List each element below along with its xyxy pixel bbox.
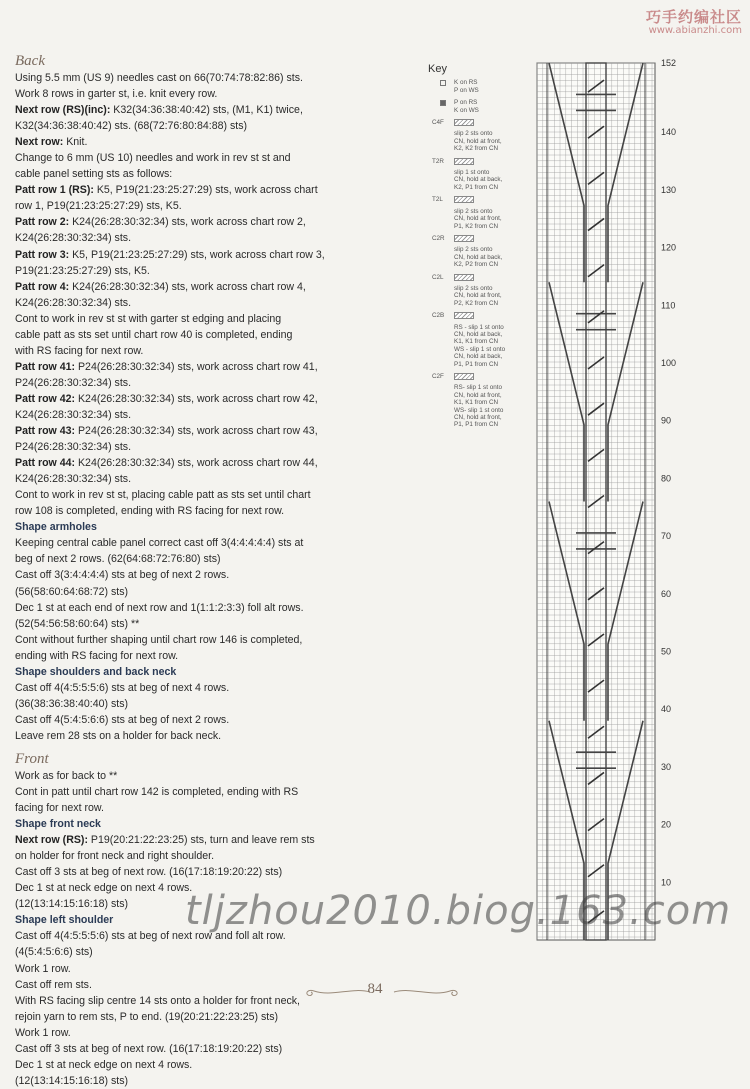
key-abbreviation: C2L <box>432 273 444 281</box>
back-row-label: Patt row 3: <box>15 248 70 261</box>
back-line: P24(26:28:30:32:34) sts. <box>15 441 132 454</box>
key-item <box>428 79 518 94</box>
back-row-label: Patt row 42: <box>15 392 76 405</box>
front-line: (12(13:14:15:16:18) sts) <box>15 898 129 911</box>
front-line: Cont in patt until chart row 142 is completed, ending with RS <box>15 786 299 799</box>
key-description: K2, P2 from CN <box>454 261 499 269</box>
back-line: Cont without further shaping until chart row 146 is completed, <box>15 633 303 646</box>
key-description: P1, P1 from CN <box>454 421 499 429</box>
chart-row-label: 100 <box>661 358 677 368</box>
key-item <box>428 119 518 153</box>
back-line: Keeping central cable panel correct cast off 3(4:4:4:4:4) sts at <box>15 537 304 550</box>
chart-row-label: 60 <box>661 588 672 599</box>
key-description: P2, K2 from CN <box>454 299 499 307</box>
key-swatch-icon <box>440 100 446 106</box>
chart-row-label: 130 <box>661 184 677 195</box>
key-description: P on WS <box>454 86 479 94</box>
back-line: Cont to work in rev st st, placing cable patt as sts set until chart <box>15 489 311 502</box>
chart-row-label: 110 <box>661 300 676 311</box>
chart-row-label: 10 <box>661 877 672 888</box>
back-instructions <box>15 70 380 744</box>
back-line: beg of next 2 rows. (62(64:68:72:76:80) sts) <box>15 553 221 566</box>
front-line: (12(13:14:15:16:18) sts) <box>15 1074 129 1087</box>
chart-row-label: 40 <box>661 704 672 715</box>
key-description: slip 2 sts onto <box>454 130 493 138</box>
front-subheading: Shape left shoulder <box>15 914 114 927</box>
page-number: 84 <box>367 981 383 997</box>
cable-symbol-icon <box>454 158 474 165</box>
key-description: RS - slip 1 st onto <box>454 323 504 331</box>
chart-row-label: 80 <box>661 473 672 484</box>
chart-row-label: 30 <box>661 761 672 772</box>
cable-chart-svg <box>520 58 677 948</box>
back-line: with RS facing for next row. <box>15 344 144 357</box>
key-description: P1, K2 from CN <box>454 222 499 230</box>
key-description: RS- slip 1 st onto <box>454 384 502 392</box>
key-description: P1, P1 from CN <box>454 360 499 368</box>
back-line: (52(54:56:58:60:64) sts) ** <box>15 617 140 630</box>
back-line: (56(58:60:64:68:72) sts) <box>15 585 129 598</box>
key-description: CN, hold at back, <box>454 353 503 361</box>
key-item <box>428 99 518 114</box>
back-row-label: Next row (RS)(inc): <box>15 104 111 117</box>
front-line: With RS facing slip centre 14 sts onto a holder for front neck, <box>15 994 300 1007</box>
key-description: slip 2 sts onto <box>454 284 493 292</box>
front-line: Next row (RS): P19(20:21:22:23:25) sts, turn and leave rem sts <box>15 834 315 847</box>
back-row-label: Patt row 1 (RS): <box>15 184 94 197</box>
key-description: CN, hold at back, <box>454 330 503 338</box>
cable-symbol-icon <box>454 196 474 203</box>
back-line: ending with RS facing for next row. <box>15 649 179 662</box>
key-description: CN, hold at back, <box>454 253 503 261</box>
back-line: Patt row 4: K24(26:28:30:32:34) sts, work across chart row 4, <box>15 280 306 293</box>
back-row-label: Next row: <box>15 136 64 149</box>
back-line: K32(34:36:38:40:42) sts. (68(72:76:80:84:88) sts) <box>15 120 248 133</box>
back-heading: Back <box>15 53 45 69</box>
back-line: Next row: Knit. <box>15 136 88 149</box>
back-row-label: Patt row 43: <box>15 425 76 438</box>
back-line: Dec 1 st at each end of next row and 1(1:1:2:3:3) foll alt rows. <box>15 601 304 614</box>
key-title: Key <box>428 63 447 75</box>
front-line: Cast off 3 sts at beg of next row. (16(17:18:19:20:22) sts) <box>15 1042 283 1055</box>
back-line: Leave rem 28 sts on a holder for back neck. <box>15 729 222 742</box>
back-row-label: Patt row 2: <box>15 216 70 229</box>
front-row-label: Next row (RS): <box>15 834 88 847</box>
key-abbreviation: C4F <box>432 119 444 127</box>
front-line: rejoin yarn to rem sts, P to end. (19(20:21:22:23:25) sts) <box>15 1010 279 1023</box>
back-line: K24(26:28:30:32:34) sts. <box>15 473 132 486</box>
key-description: P on RS <box>454 99 478 107</box>
cable-symbol-icon <box>454 119 474 126</box>
key-description: slip 1 st onto <box>454 169 490 177</box>
key-description: slip 2 sts onto <box>454 207 493 215</box>
key-description: CN, hold at front, <box>454 215 502 223</box>
back-row-label: Patt row 4: <box>15 280 70 293</box>
site-watermark <box>646 6 742 36</box>
front-line: Work 1 row. <box>15 1026 71 1039</box>
chart-row-label: 152 <box>661 58 677 68</box>
front-subheading: Shape front neck <box>15 818 101 831</box>
cable-symbol-icon <box>454 235 474 242</box>
front-line: Dec 1 st at neck edge on next 4 rows. <box>15 882 193 895</box>
key-description: WS- slip 1 st onto <box>454 406 504 414</box>
back-line: Using 5.5 mm (US 9) needles cast on 66(70:74:78:82:86) sts. <box>15 72 303 84</box>
key-item <box>428 274 518 308</box>
back-line: Next row (RS)(inc): K32(34:36:38:40:42) sts, (M1, K1) twice, <box>15 104 303 117</box>
key-abbreviation: T2R <box>432 157 444 165</box>
key-abbreviation: C2R <box>432 234 445 242</box>
back-line: P19(21:23:25:27:29) sts, K5. <box>15 264 150 277</box>
front-line: facing for next row. <box>15 802 104 815</box>
blog-watermark: tljzhou2010.biog.163.com <box>185 888 732 934</box>
front-line: Work 1 row. <box>15 962 71 975</box>
back-line: Patt row 1 (RS): K5, P19(21:23:25:27:29) sts, work across chart <box>15 184 318 197</box>
back-line: Patt row 3: K5, P19(21:23:25:27:29) sts, work across chart row 3, <box>15 248 325 261</box>
back-line: K24(26:28:30:32:34) sts. <box>15 408 132 421</box>
cable-symbol-icon <box>454 312 474 319</box>
front-line: (4(5:4:5:6:6) sts) <box>15 946 93 959</box>
key-description: K on WS <box>454 106 479 114</box>
front-line: Cast off 3 sts at beg of next row. (16(17:18:19:20:22) sts) <box>15 866 283 879</box>
front-line: Work as for back to ** <box>15 769 118 782</box>
key-abbreviation: C2B <box>432 312 445 320</box>
key-description: K on RS <box>454 79 478 87</box>
back-line: Cast off 4(4:5:5:5:6) sts at beg of next 4 rows. <box>15 681 230 694</box>
site-watermark-url: www.abianzhi.com <box>648 25 742 36</box>
back-line: Patt row 42: K24(26:28:30:32:34) sts, work across chart row 42, <box>15 392 318 405</box>
front-line: Dec 1 st at neck edge on next 4 rows. <box>15 1058 193 1071</box>
chart-row-label: 70 <box>661 531 672 542</box>
cable-symbol-icon <box>454 373 474 380</box>
key-description: CN, hold at front, <box>454 292 502 300</box>
back-line: Work 8 rows in garter st, i.e. knit every row. <box>15 88 218 101</box>
chart-row-label: 140 <box>661 127 677 138</box>
key-item <box>428 312 518 368</box>
key-description: K1, K1 from CN <box>454 338 499 346</box>
back-line: Cast off 3(3:4:4:4:4) sts at beg of next 2 rows. <box>15 569 230 582</box>
key-item <box>428 235 518 269</box>
front-line: on holder for front neck and right shoulder. <box>15 850 215 863</box>
back-row-label: Patt row 44: <box>15 457 76 470</box>
key-description: CN, hold at back, <box>454 176 503 184</box>
back-line: Change to 6 mm (US 10) needles and work in rev st st and <box>15 152 291 165</box>
key-description: CN, hold at front, <box>454 137 502 145</box>
back-line: cable patt as sts set until chart row 40 is completed, ending <box>15 328 293 341</box>
back-row-label: Patt row 41: <box>15 360 76 373</box>
back-subheading: Shape shoulders and back neck <box>15 665 177 678</box>
back-line: Patt row 2: K24(26:28:30:32:34) sts, work across chart row 2, <box>15 216 306 229</box>
ornament-right-icon <box>392 985 462 999</box>
chart-row-label: 90 <box>661 415 672 426</box>
key-item <box>428 373 518 429</box>
back-line: Patt row 43: P24(26:28:30:32:34) sts, work across chart row 43, <box>15 425 318 438</box>
key-abbreviation: T2L <box>432 196 443 204</box>
back-line: (36(38:36:38:40:40) sts) <box>15 697 129 710</box>
back-line: Patt row 44: K24(26:28:30:32:34) sts, work across chart row 44, <box>15 457 318 470</box>
back-line: cable panel setting sts as follows: <box>15 168 173 181</box>
back-line: Patt row 41: P24(26:28:30:32:34) sts, work across chart row 41, <box>15 360 318 373</box>
back-line: K24(26:28:30:32:34) sts. <box>15 232 132 245</box>
key-description: WS - slip 1 st onto <box>454 345 506 353</box>
back-line: K24(26:28:30:32:34) sts. <box>15 296 132 309</box>
front-line: Cast off rem sts. <box>15 978 92 991</box>
chart-key <box>428 63 518 434</box>
back-line: Cast off 4(5:4:5:6:6) sts at beg of next 2 rows. <box>15 713 230 726</box>
back-line: Cont to work in rev st st with garter st edging and placing <box>15 312 282 325</box>
back-line: P24(26:28:30:32:34) sts. <box>15 376 132 389</box>
key-item <box>428 196 518 230</box>
key-swatch-icon <box>440 80 446 86</box>
back-line: row 108 is completed, ending with RS facing for next row. <box>15 505 285 518</box>
key-description: slip 2 sts onto <box>454 246 493 254</box>
back-subheading: Shape armholes <box>15 521 97 534</box>
key-description: K1, K1 from CN <box>454 399 499 407</box>
back-line: row 1, P19(21:23:25:27:29) sts, K5. <box>15 200 182 213</box>
cable-chart <box>520 58 677 953</box>
key-description: CN, hold at front, <box>454 391 502 399</box>
key-abbreviation: C2F <box>432 373 444 380</box>
site-watermark-title: 巧手约编社区 <box>645 8 742 26</box>
chart-row-label: 20 <box>661 819 672 830</box>
front-line: Cast off 4(4:5:5:5:6) sts at beg of next row and foll alt row. <box>15 930 286 943</box>
front-heading: Front <box>15 750 49 767</box>
cable-symbol-icon <box>454 274 474 281</box>
key-description: K2, P1 from CN <box>454 183 499 191</box>
chart-row-label: 50 <box>661 646 672 657</box>
key-description: CN, hold at front, <box>454 414 502 422</box>
key-item <box>428 158 518 192</box>
key-description: K2, K2 from CN <box>454 145 499 153</box>
chart-row-label: 120 <box>661 242 677 253</box>
